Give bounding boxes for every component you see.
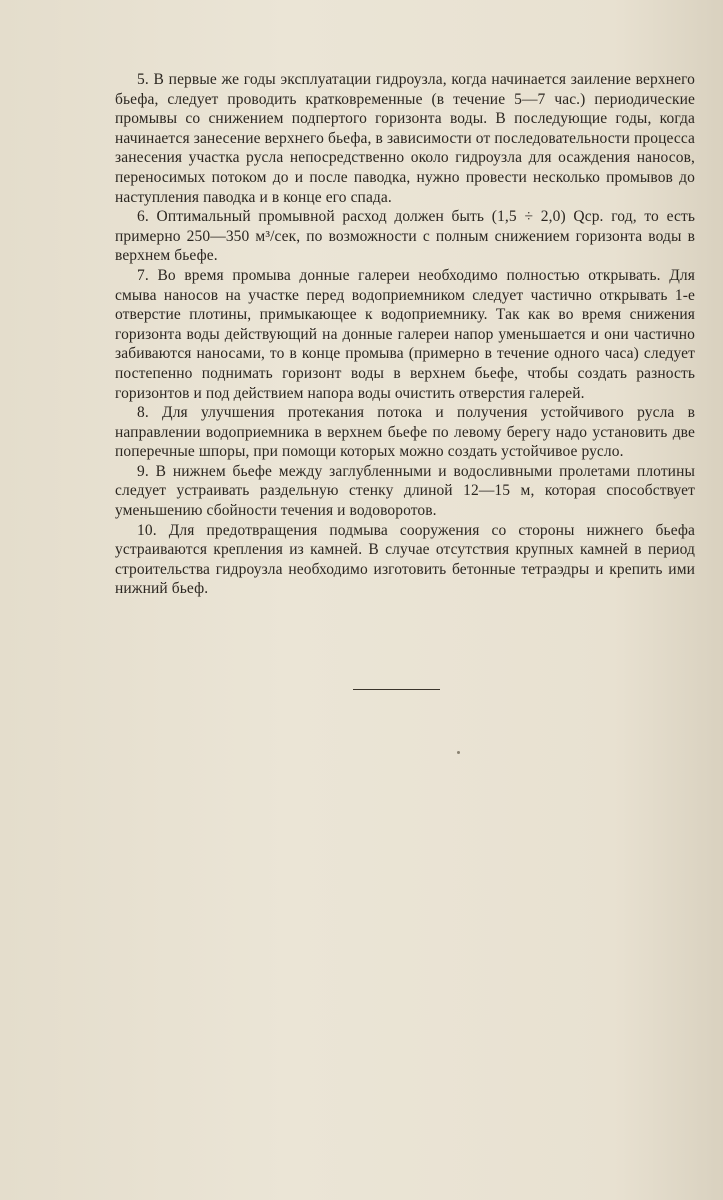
- paragraph-10: 10. Для предотвращения подмыва сооружения со стороны нижнего бьефа устраиваются крепления из камней. В случае отсутствия крупных камней в период строительства гидроузла необходимо изготовить бетонные тетраэдры и крепить ими нижний бьеф.: [115, 521, 695, 598]
- paper-speck: [457, 751, 460, 754]
- body-text: [115, 70, 695, 599]
- paragraph-8: 8. Для улучшения протекания потока и получения устойчивого русла в направлении водоприемника в верхнем бьефе по левому берегу надо установить две поперечные шпоры, при помощи которых можно создать устойчивое русло.: [115, 404, 695, 461]
- section-end-rule: [353, 689, 440, 690]
- paragraph-9: 9. В нижнем бьефе между заглубленными и водосливными пролетами плотины следует устраивать раздельную стенку длиной 12—15 м, которая способствует уменьшению сбойности течения и водоворотов.: [115, 462, 695, 520]
- paragraph-5: 5. В первые же годы эксплуатации гидроузла, когда начинается заиление верхнего бьефа, следует проводить кратковременные (в течение 5—7 час.) периодические промывы со снижением подпертого горизонта воды. В последующие годы, когда начинается занесение верхнего бьефа, в зависимости от последовательности процесса занесения участка русла непосредственно около гидроузла для осаждения наносов, переносимых потоком до и после паводка, нужно провести несколько промывов до наступления паводка и в конце его спада.: [115, 71, 695, 206]
- paragraph-6: 6. Оптимальный промывной расход должен быть (1,5 ÷ 2,0) Qср. год, то есть примерно 250—350 м³/сек, по возможности с полным снижением горизонта воды в верхнем бьефе.: [115, 208, 695, 265]
- paragraph-7: 7. Во время промыва донные галереи необходимо полностью открывать. Для смыва наносов на участке перед водоприемником следует частично открывать 1-е отверстие плотины, примыкающее к водоприемнику. Так как во время снижения горизонта воды действующий на донные галереи напор уменьшается и они частично забиваются наносами, то в конце промыва (примерно в течение одного часа) следует постепенно поднимать горизонт воды в верхнем бьефе, чтобы создать разность горизонтов и под действием напора воды очистить отверстия галерей.: [115, 266, 695, 402]
